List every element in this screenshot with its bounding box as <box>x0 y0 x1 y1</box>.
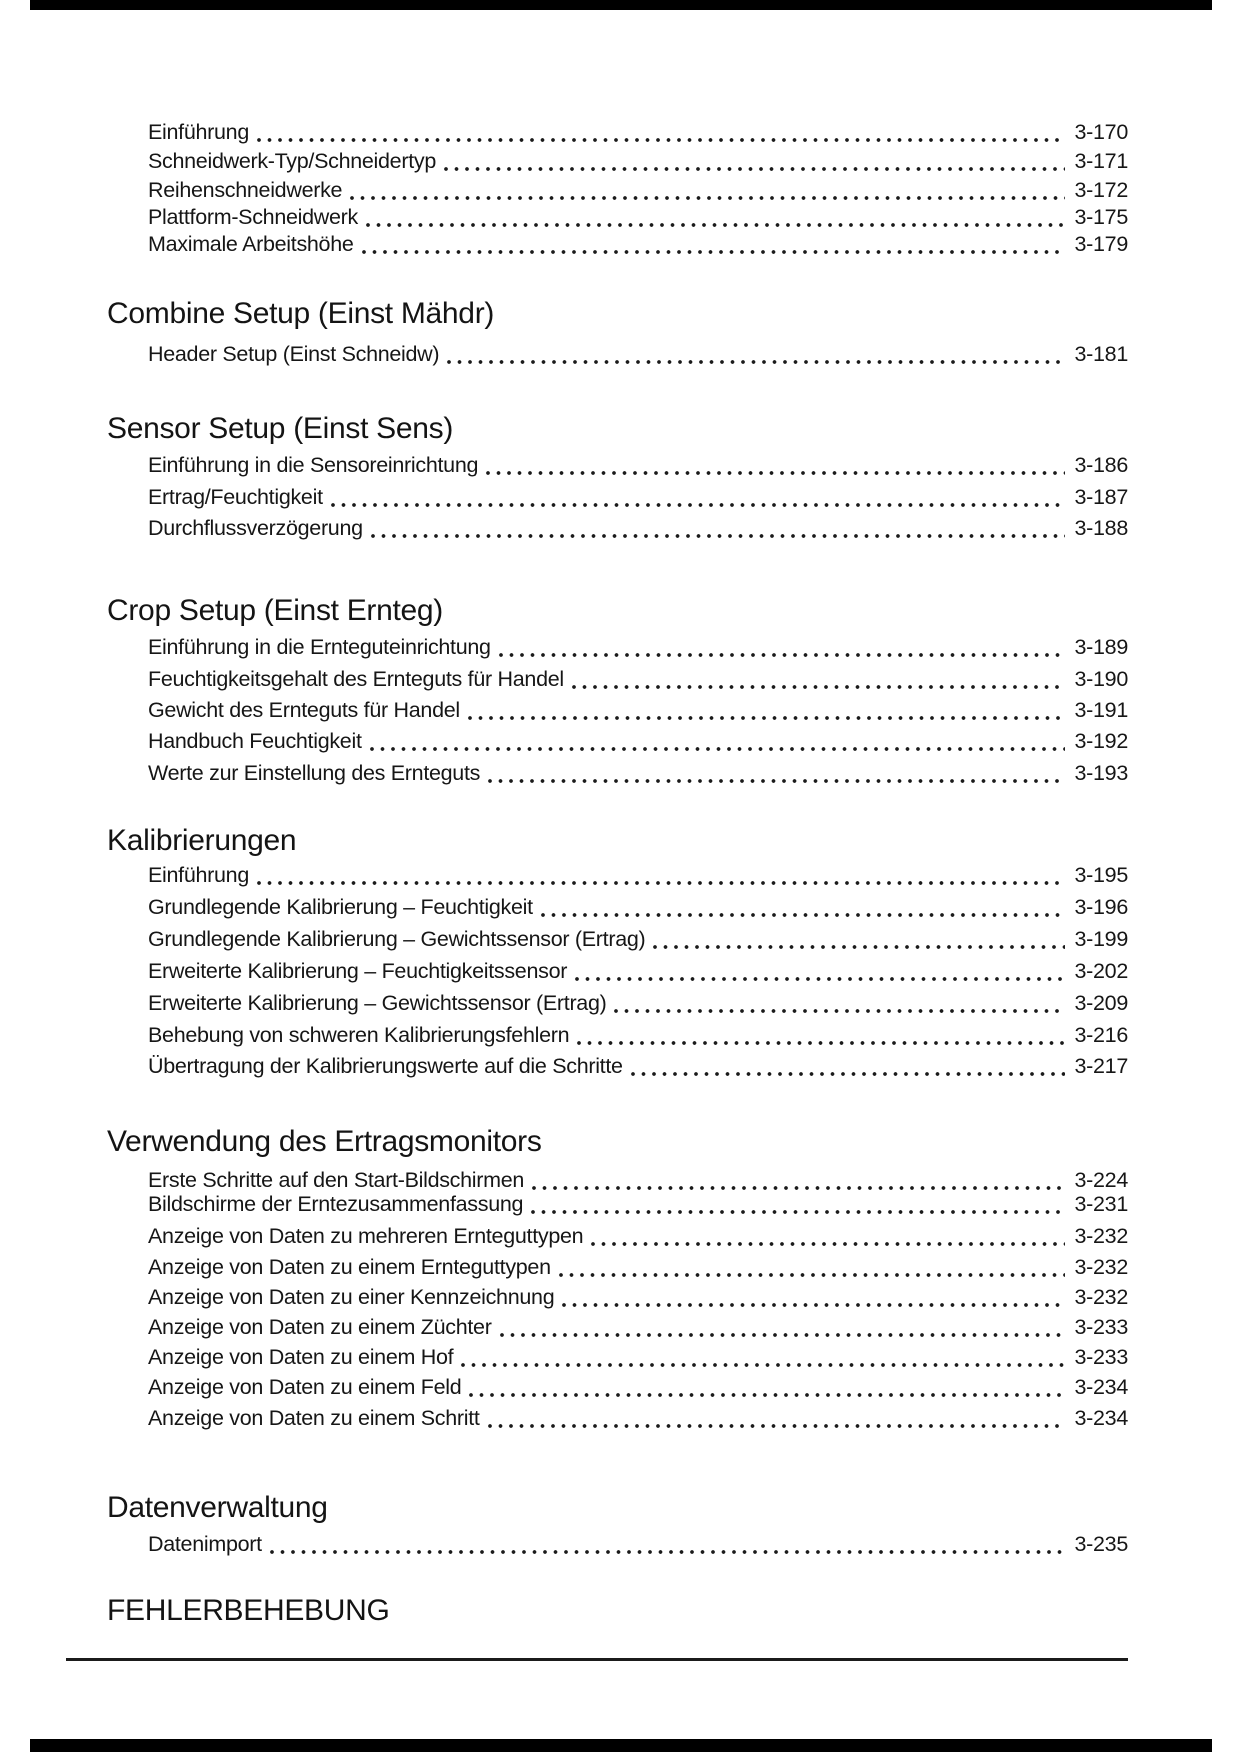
toc-entry-label: Werte zur Einstellung des Ernteguts <box>148 761 481 785</box>
toc-entry-label: Plattform-Schneidwerk <box>148 205 358 229</box>
toc-entry[interactable] <box>148 177 1128 203</box>
toc-entry[interactable] <box>148 760 1128 786</box>
toc-entry[interactable] <box>148 926 1128 952</box>
dot-leader <box>531 1191 1064 1217</box>
toc-entry-page-number: 3-216 <box>1074 1023 1128 1047</box>
toc-entry-label: Erweiterte Kalibrierung – Feuchtigkeitssensor <box>148 959 568 983</box>
toc-entry[interactable] <box>148 862 1128 888</box>
dot-leader <box>486 452 1064 478</box>
toc-entry[interactable] <box>148 1374 1128 1400</box>
dot-leader <box>468 697 1065 723</box>
toc-entry-label: Feuchtigkeitsgehalt des Ernteguts für Handel <box>148 667 564 691</box>
toc-entry-label: Ertrag/Feuchtigkeit <box>148 485 323 509</box>
dot-leader <box>350 177 1064 203</box>
toc-entry[interactable] <box>148 452 1128 478</box>
dot-leader <box>270 1531 1065 1557</box>
dot-leader <box>653 926 1064 952</box>
toc-entry[interactable] <box>148 894 1128 920</box>
dot-leader <box>488 760 1064 786</box>
toc-entry[interactable] <box>148 697 1128 723</box>
toc-entry-page-number: 3-202 <box>1074 959 1128 983</box>
toc-entry-page-number: 3-231 <box>1074 1192 1128 1216</box>
toc-entry[interactable] <box>148 728 1128 754</box>
toc-entry[interactable] <box>148 119 1128 145</box>
toc-entry[interactable] <box>148 484 1128 510</box>
toc-entry-label: Anzeige von Daten zu mehreren Ernteguttypen <box>148 1224 584 1248</box>
toc-entry-page-number: 3-181 <box>1074 342 1128 366</box>
toc-entry-page-number: 3-192 <box>1074 729 1128 753</box>
toc-entry-label: Gewicht des Ernteguts für Handel <box>148 698 460 722</box>
toc-entry[interactable] <box>148 204 1128 230</box>
toc-entry-page-number: 3-232 <box>1074 1285 1128 1309</box>
page-bottom-edge-bar <box>30 1739 1212 1752</box>
dot-leader <box>614 990 1064 1016</box>
toc-entry-page-number: 3-233 <box>1074 1345 1128 1369</box>
dot-leader <box>577 1022 1064 1048</box>
toc-entry-page-number: 3-233 <box>1074 1315 1128 1339</box>
toc-entry-label: Erste Schritte auf den Start-Bildschirmen <box>148 1168 525 1192</box>
toc-entry-page-number: 3-234 <box>1074 1375 1128 1399</box>
dot-leader <box>257 119 1065 145</box>
toc-entry-page-number: 3-235 <box>1074 1532 1128 1556</box>
toc-entry-page-number: 3-170 <box>1074 120 1128 144</box>
dot-leader <box>371 515 1065 541</box>
toc-entry-label: Einführung <box>148 120 249 144</box>
toc-entry[interactable] <box>148 634 1128 660</box>
dot-leader <box>469 1374 1064 1400</box>
page-top-edge-bar <box>30 0 1212 10</box>
toc-entry-label: Header Setup (Einst Schneidw) <box>148 342 440 366</box>
dot-leader <box>488 1405 1065 1431</box>
dot-leader <box>499 634 1065 660</box>
dot-leader <box>447 341 1064 367</box>
toc-entry[interactable] <box>148 1314 1128 1340</box>
toc-entry-page-number: 3-234 <box>1074 1406 1128 1430</box>
dot-leader <box>562 1284 1064 1310</box>
dot-leader <box>541 894 1065 920</box>
toc-entry-page-number: 3-175 <box>1074 205 1128 229</box>
toc-entry-label: Datenimport <box>148 1532 262 1556</box>
toc-entry[interactable] <box>148 1167 1128 1193</box>
dot-leader <box>591 1223 1064 1249</box>
toc-entry-label: Erweiterte Kalibrierung – Gewichtssensor (Ertrag) <box>148 991 607 1015</box>
dot-leader <box>575 958 1064 984</box>
dot-leader <box>500 1314 1065 1340</box>
toc-entry[interactable] <box>148 1531 1128 1557</box>
toc-entry[interactable] <box>148 515 1128 541</box>
dot-leader <box>631 1053 1065 1079</box>
toc-entry[interactable] <box>148 1344 1128 1370</box>
section-heading-verwendung-ertragsmonitor: Verwendung des Ertragsmonitors <box>107 1125 542 1158</box>
dot-leader <box>444 148 1065 174</box>
section-heading-datenverwaltung: Datenverwaltung <box>107 1491 328 1524</box>
toc-entry[interactable] <box>148 990 1128 1016</box>
toc-entry-label: Maximale Arbeitshöhe <box>148 232 354 256</box>
dot-leader <box>370 728 1065 754</box>
toc-entry-label: Reihenschneidwerke <box>148 178 343 202</box>
toc-entry[interactable] <box>148 1053 1128 1079</box>
toc-entry-label: Einführung in die Ernteguteinrichtung <box>148 635 491 659</box>
toc-entry-page-number: 3-232 <box>1074 1224 1128 1248</box>
dot-leader <box>366 204 1065 230</box>
dot-leader <box>559 1254 1065 1280</box>
section-heading-sensor-setup: Sensor Setup (Einst Sens) <box>107 412 454 445</box>
toc-entry-label: Anzeige von Daten zu einem Feld <box>148 1375 462 1399</box>
toc-entry-page-number: 3-187 <box>1074 485 1128 509</box>
toc-entry-label: Bildschirme der Erntezusammenfassung <box>148 1192 524 1216</box>
toc-entry-label: Handbuch Feuchtigkeit <box>148 729 362 753</box>
toc-entry-label: Behebung von schweren Kalibrierungsfehlern <box>148 1023 570 1047</box>
toc-entry-label: Einführung in die Sensoreinrichtung <box>148 453 479 477</box>
toc-entry[interactable] <box>148 1254 1128 1280</box>
toc-entry-page-number: 3-232 <box>1074 1255 1128 1279</box>
dot-leader <box>461 1344 1064 1370</box>
footer-rule <box>66 1658 1128 1661</box>
toc-entry-label: Anzeige von Daten zu einem Schritt <box>148 1406 480 1430</box>
dot-leader <box>572 666 1065 692</box>
toc-entry-label: Durchflussverzögerung <box>148 516 363 540</box>
toc-entry[interactable] <box>148 148 1128 174</box>
toc-entry[interactable] <box>148 1223 1128 1249</box>
section-heading-kalibrierungen: Kalibrierungen <box>107 824 297 857</box>
toc-entry-page-number: 3-217 <box>1074 1054 1128 1078</box>
toc-entry-page-number: 3-195 <box>1074 863 1128 887</box>
toc-entry[interactable] <box>148 1405 1128 1431</box>
toc-entry-page-number: 3-179 <box>1074 232 1128 256</box>
toc-entry-label: Grundlegende Kalibrierung – Gewichtssensor (Ertrag) <box>148 927 646 951</box>
toc-entry-page-number: 3-193 <box>1074 761 1128 785</box>
toc-entry-page-number: 3-189 <box>1074 635 1128 659</box>
toc-entry-page-number: 3-224 <box>1074 1168 1128 1192</box>
dot-leader <box>362 231 1065 257</box>
dot-leader <box>257 862 1065 888</box>
toc-entry-page-number: 3-196 <box>1074 895 1128 919</box>
toc-entry[interactable] <box>148 958 1128 984</box>
toc-entry[interactable] <box>148 1022 1128 1048</box>
toc-entry-page-number: 3-209 <box>1074 991 1128 1015</box>
toc-entry-label: Anzeige von Daten zu einem Züchter <box>148 1315 492 1339</box>
toc-entry-page-number: 3-172 <box>1074 178 1128 202</box>
toc-entry-page-number: 3-188 <box>1074 516 1128 540</box>
toc-entry[interactable] <box>148 1191 1128 1217</box>
toc-entry[interactable] <box>148 666 1128 692</box>
toc-entry[interactable] <box>148 1284 1128 1310</box>
toc-entry-page-number: 3-186 <box>1074 453 1128 477</box>
toc-entry[interactable] <box>148 341 1128 367</box>
toc-entry-label: Anzeige von Daten zu einer Kennzeichnung <box>148 1285 555 1309</box>
toc-entry-label: Übertragung der Kalibrierungswerte auf die Schritte <box>148 1054 623 1078</box>
section-heading-fehlerbehebung: FEHLERBEHEBUNG <box>107 1594 390 1627</box>
toc-entry-label: Anzeige von Daten zu einem Hof <box>148 1345 454 1369</box>
dot-leader <box>331 484 1065 510</box>
dot-leader <box>532 1167 1064 1193</box>
section-heading-crop-setup: Crop Setup (Einst Ernteg) <box>107 594 443 627</box>
toc-entry-page-number: 3-199 <box>1074 927 1128 951</box>
toc-entry-label: Anzeige von Daten zu einem Ernteguttypen <box>148 1255 551 1279</box>
toc-entry-page-number: 3-171 <box>1074 149 1128 173</box>
toc-entry-page-number: 3-191 <box>1074 698 1128 722</box>
toc-entry-label: Grundlegende Kalibrierung – Feuchtigkeit <box>148 895 533 919</box>
toc-entry-label: Einführung <box>148 863 249 887</box>
section-heading-combine-setup: Combine Setup (Einst Mähdr) <box>107 297 495 330</box>
toc-entry-page-number: 3-190 <box>1074 667 1128 691</box>
toc-entry-label: Schneidwerk-Typ/Schneidertyp <box>148 149 436 173</box>
toc-entry[interactable] <box>148 231 1128 257</box>
